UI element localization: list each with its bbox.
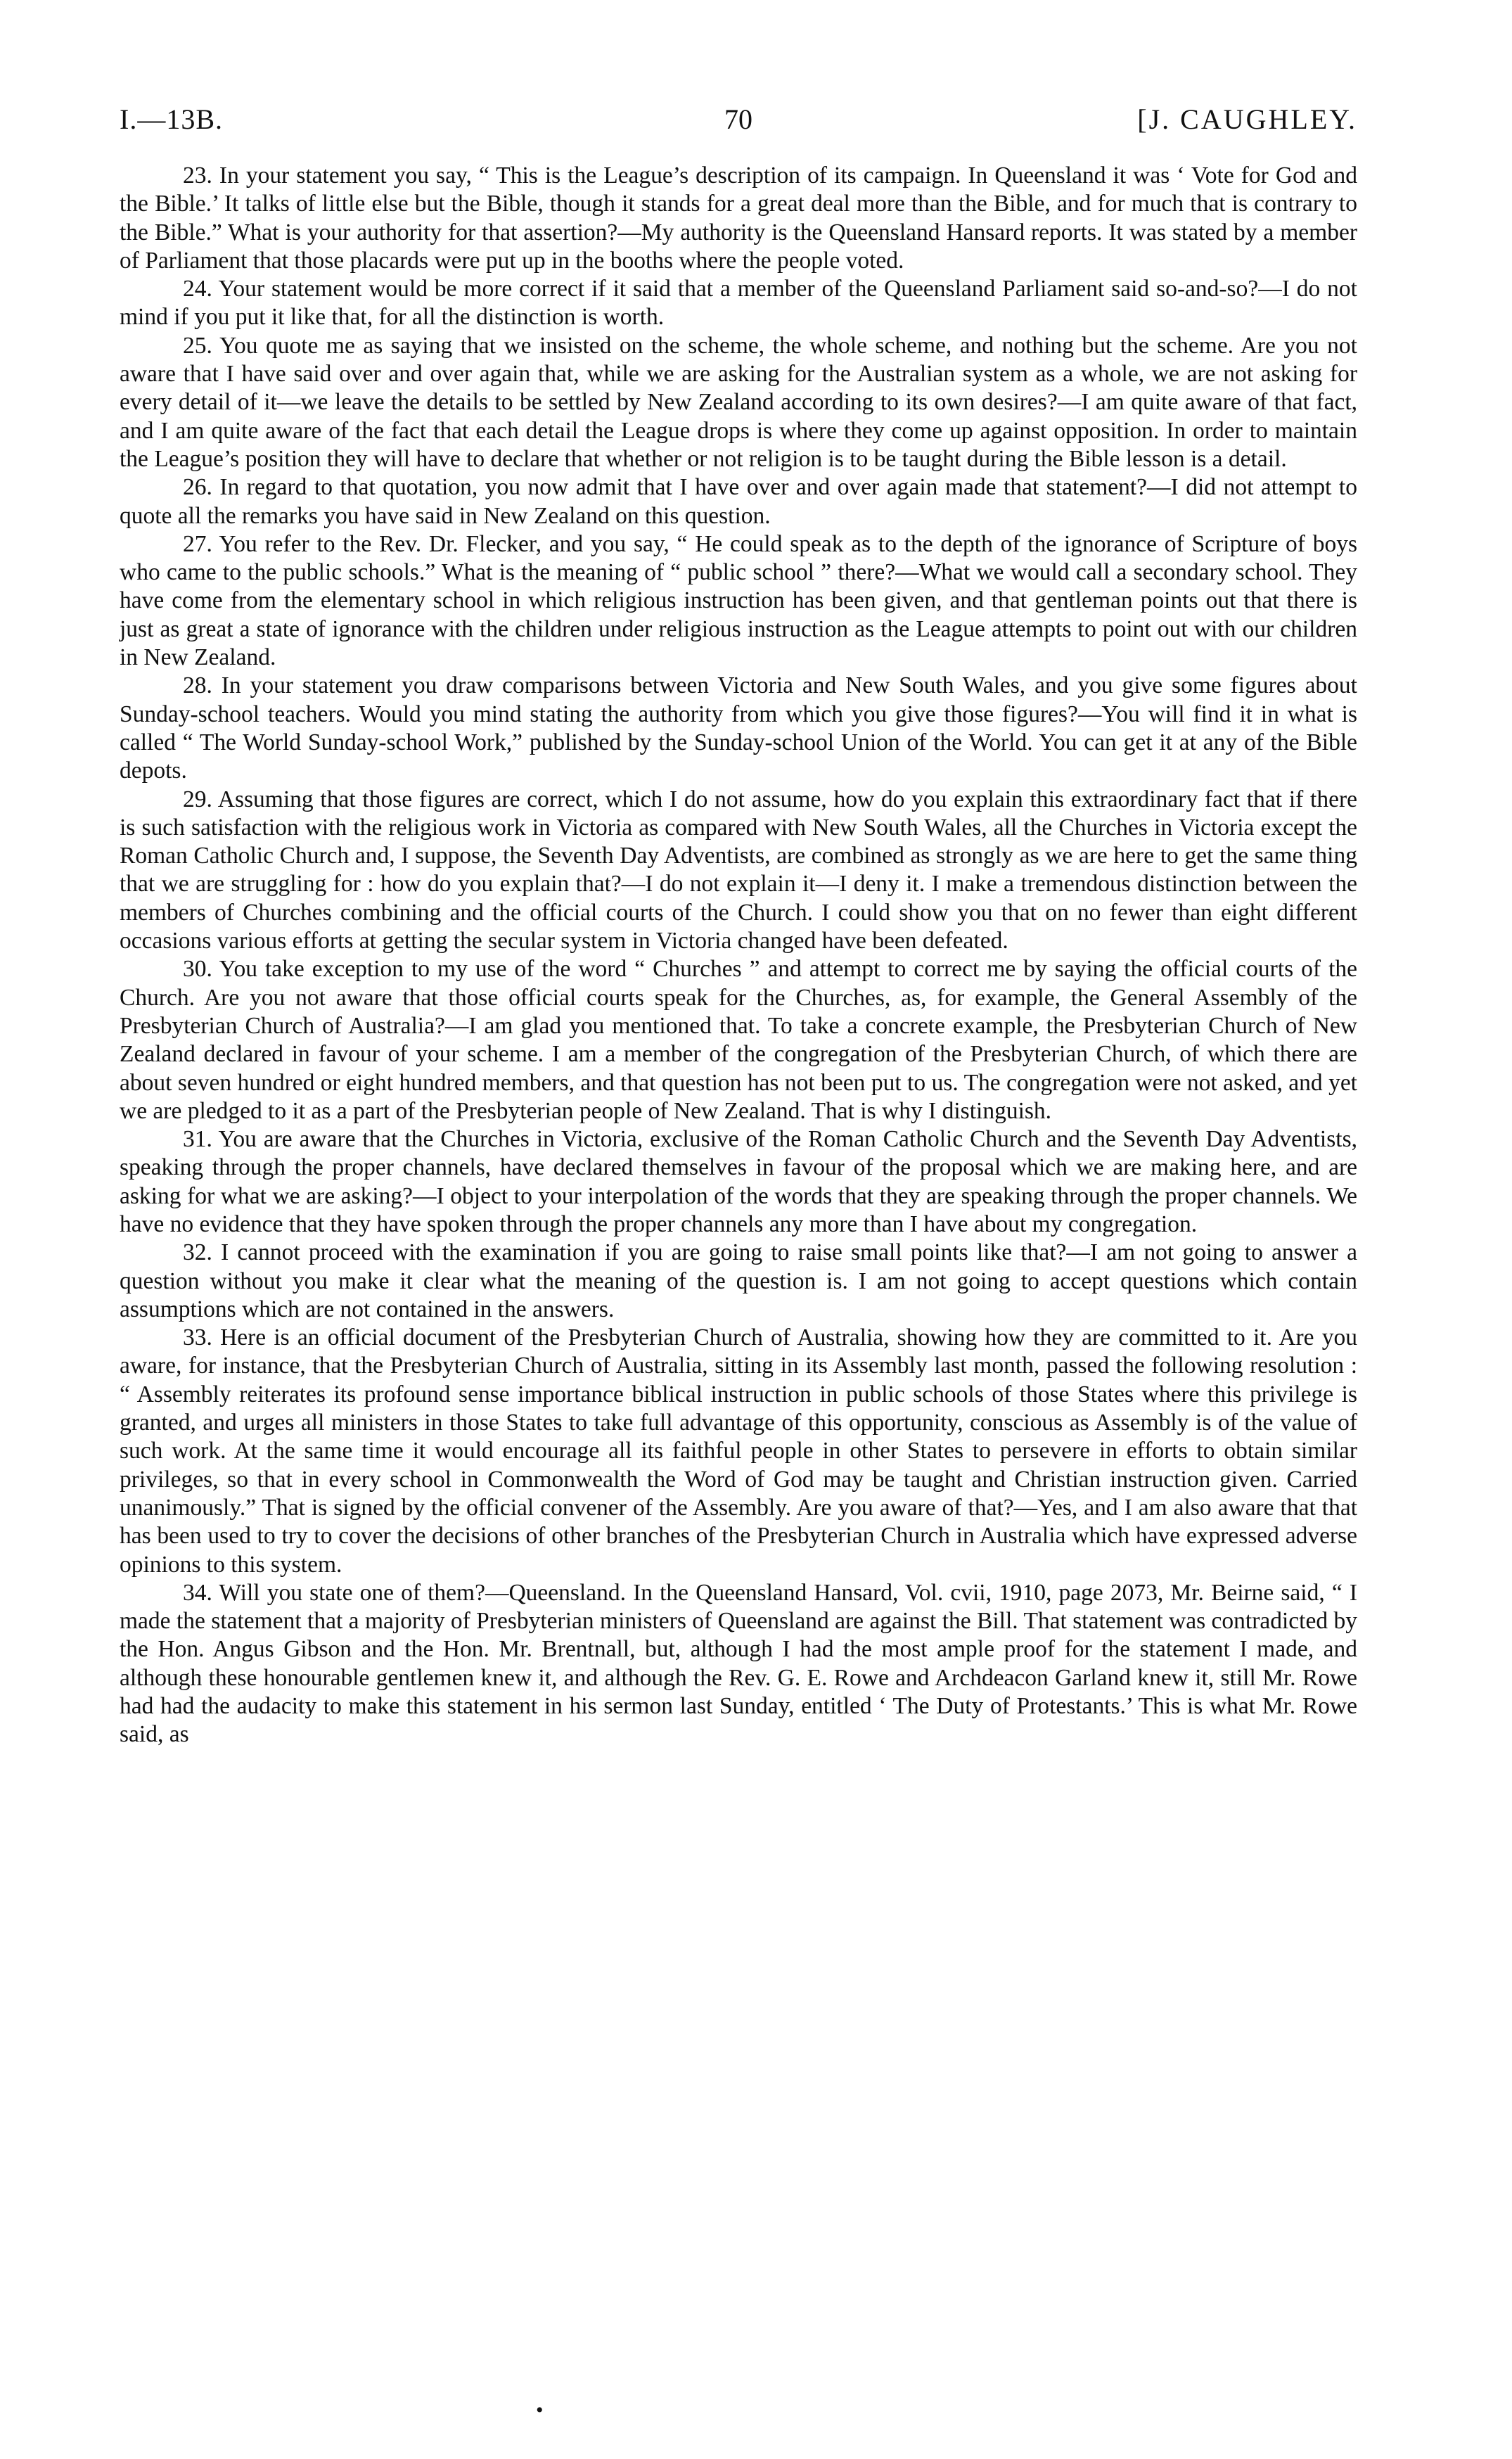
paragraph-29: 29. Assuming that those figures are correct, which I do not assume, how do you explain this extraordinary fact that if there is such satisfaction with the religious work in Victoria as compared with New South Wales, all the Churches in Victoria except the Roman Catholic Church and, I suppose, the Seventh Day Adventists, are combined as strongly as we are here to get the same thing that we are struggling for : how do you explain that?—I do not explain it—I deny it. I make a tremendous distinction between the members of Churches combining and the official courts of the Church. I could show you that on no fewer than eight different occasions various efforts at getting the secular system in Victoria changed have been defeated. (120, 786, 1357, 954)
page-body (120, 162, 1357, 1749)
paragraph-24: 24. Your statement would be more correct if it said that a member of the Queensland Parliament said so-and-so?—I do not mind if you put it like that, for all the distinction is worth. (120, 276, 1357, 331)
page-header (120, 98, 1357, 141)
witness-name: [J. CAUGHLEY. (1137, 103, 1357, 135)
paragraph-34: 34. Will you state one of them?—Queensland. In the Queensland Hansard, Vol. cvii, 1910, page 2073, Mr. Beirne said, “ I made the statement that a majority of Presbyterian ministers of Queensland are against the Bill. That statement was contradicted by the Hon. Angus Gibson and the Hon. Mr. Brentnall, but, although I had the most ample proof for the statement I made, and although these honourable gentlemen knew it, and although the Rev. G. E. Rowe and Archdeacon Garland knew it, still Mr. Rowe had had the audacity to make this statement in his sermon last Sunday, entitled ‘ The Duty of Protestants.’ This is what Mr. Rowe said, as (120, 1579, 1357, 1748)
paragraph-32: 32. I cannot proceed with the examination if you are going to raise small points like that?—I am not going to answer a question without you make it clear what the meaning of the question is. I am not going to accept questions which contain assumptions which are not contained in the answers. (120, 1239, 1357, 1322)
paragraph-26: 26. In regard to that quotation, you now admit that I have over and over again made that statement?—I did not attempt to quote all the remarks you have said in New Zealand on this question. (120, 474, 1357, 529)
paragraph-27: 27. You refer to the Rev. Dr. Flecker, and you say, “ He could speak as to the depth of the ignorance of Scripture of boys who came to the public schools.” What is the meaning of “ public school ” there?—What we would call a secondary school. They have come from the elementary school in which religious instruction has been given, and that gentleman points out that there is just as great a state of ignorance with the children under religious instruction as the League attempts to point out with our children in New Zealand. (120, 530, 1357, 671)
paragraph-30: 30. You take exception to my use of the word “ Churches ” and attempt to correct me by saying the official courts of the Church. Are you not aware that those official courts speak for the Churches, as, for example, the General Assembly of the Presbyterian Church of Australia?—I am glad you mentioned that. To take a concrete example, the Presbyterian Church of New Zealand declared in favour of your scheme. I am a member of the congregation of the Presbyterian Church, of which there are about seven hundred or eight hundred members, and that question has not been put to us. The congregation were not asked, and yet we are pledged to it as a part of the Presbyterian people of New Zealand. That is why I distinguish. (120, 956, 1357, 1124)
paragraph-33: 33. Here is an official document of the Presbyterian Church of Australia, showing how they are committed to it. Are you aware, for instance, that the Presbyterian Church of Australia, sitting in its Assembly last month, passed the following resolution : “ Assembly reiterates its profound sense importance biblical instruction in public schools of those States where this privilege is granted, and urges all ministers in those States to take full advantage of this opportunity, conscious as Assembly is of the value of such work. At the same time it would encourage all its faithful people in other States to persevere in efforts to obtain similar privileges, so that in every school in Commonwealth the Word of God may be taught and Christian instruction given. Carried unanimously.” That is signed by the official convener of the Assembly. Are you aware of that?—Yes, and I am also aware that that has been used to try to cover the decisions of other branches of the Presbyterian Church in Australia which have expressed adverse opinions to this system. (120, 1324, 1357, 1578)
paragraph-25: 25. You quote me as saying that we insisted on the scheme, the whole scheme, and nothing but the scheme. Are you not aware that I have said over and over again that, while we are asking for the Australian system as a whole, we are not asking for every detail of it—we leave the details to be settled by New Zealand according to its own desires?—I am quite aware of that fact, and I am quite aware of the fact that each detail the League drops is where they come up against opposition. In order to maintain the League’s position they will have to declare that whether or not religion is to be taught during the Bible lesson is a detail. (120, 332, 1357, 472)
paragraph-31: 31. You are aware that the Churches in Victoria, exclusive of the Roman Catholic Church and the Seventh Day Adventists, speaking through the proper channels, have declared themselves in favour of the proposal which we are making here, and are asking for what we are asking?—I object to your interpolation of the words that they are speaking through the proper channels. We have no evidence that they have spoken through the proper channels any more than I have about my congregation. (120, 1126, 1357, 1237)
paragraph-23: 23. In your statement you say, “ This is the League’s description of its campaign. In Queensland it was ‘ Vote for God and the Bible.’ It talks of little else but the Bible, though it stands for a great deal more than the Bible, and for much that is contrary to the Bible.” What is your authority for that assertion?—My authority is the Queensland Hansard reports. It was stated by a member of Parliament that those placards were put up in the booths where the people voted. (120, 162, 1357, 274)
page-number: 70 (724, 103, 752, 135)
document-reference: I.—13B. (120, 103, 223, 135)
paragraph-28: 28. In your statement you draw comparisons between Victoria and New South Wales, and you give some figures about Sunday-school teachers. Would you mind stating the authority from which you give those figures?—You will find it in what is called “ The World Sunday-school Work,” published by the Sunday-school Union of the World. You can get it at any of the Bible depots. (120, 672, 1357, 784)
footer-mark: • (536, 2399, 544, 2422)
